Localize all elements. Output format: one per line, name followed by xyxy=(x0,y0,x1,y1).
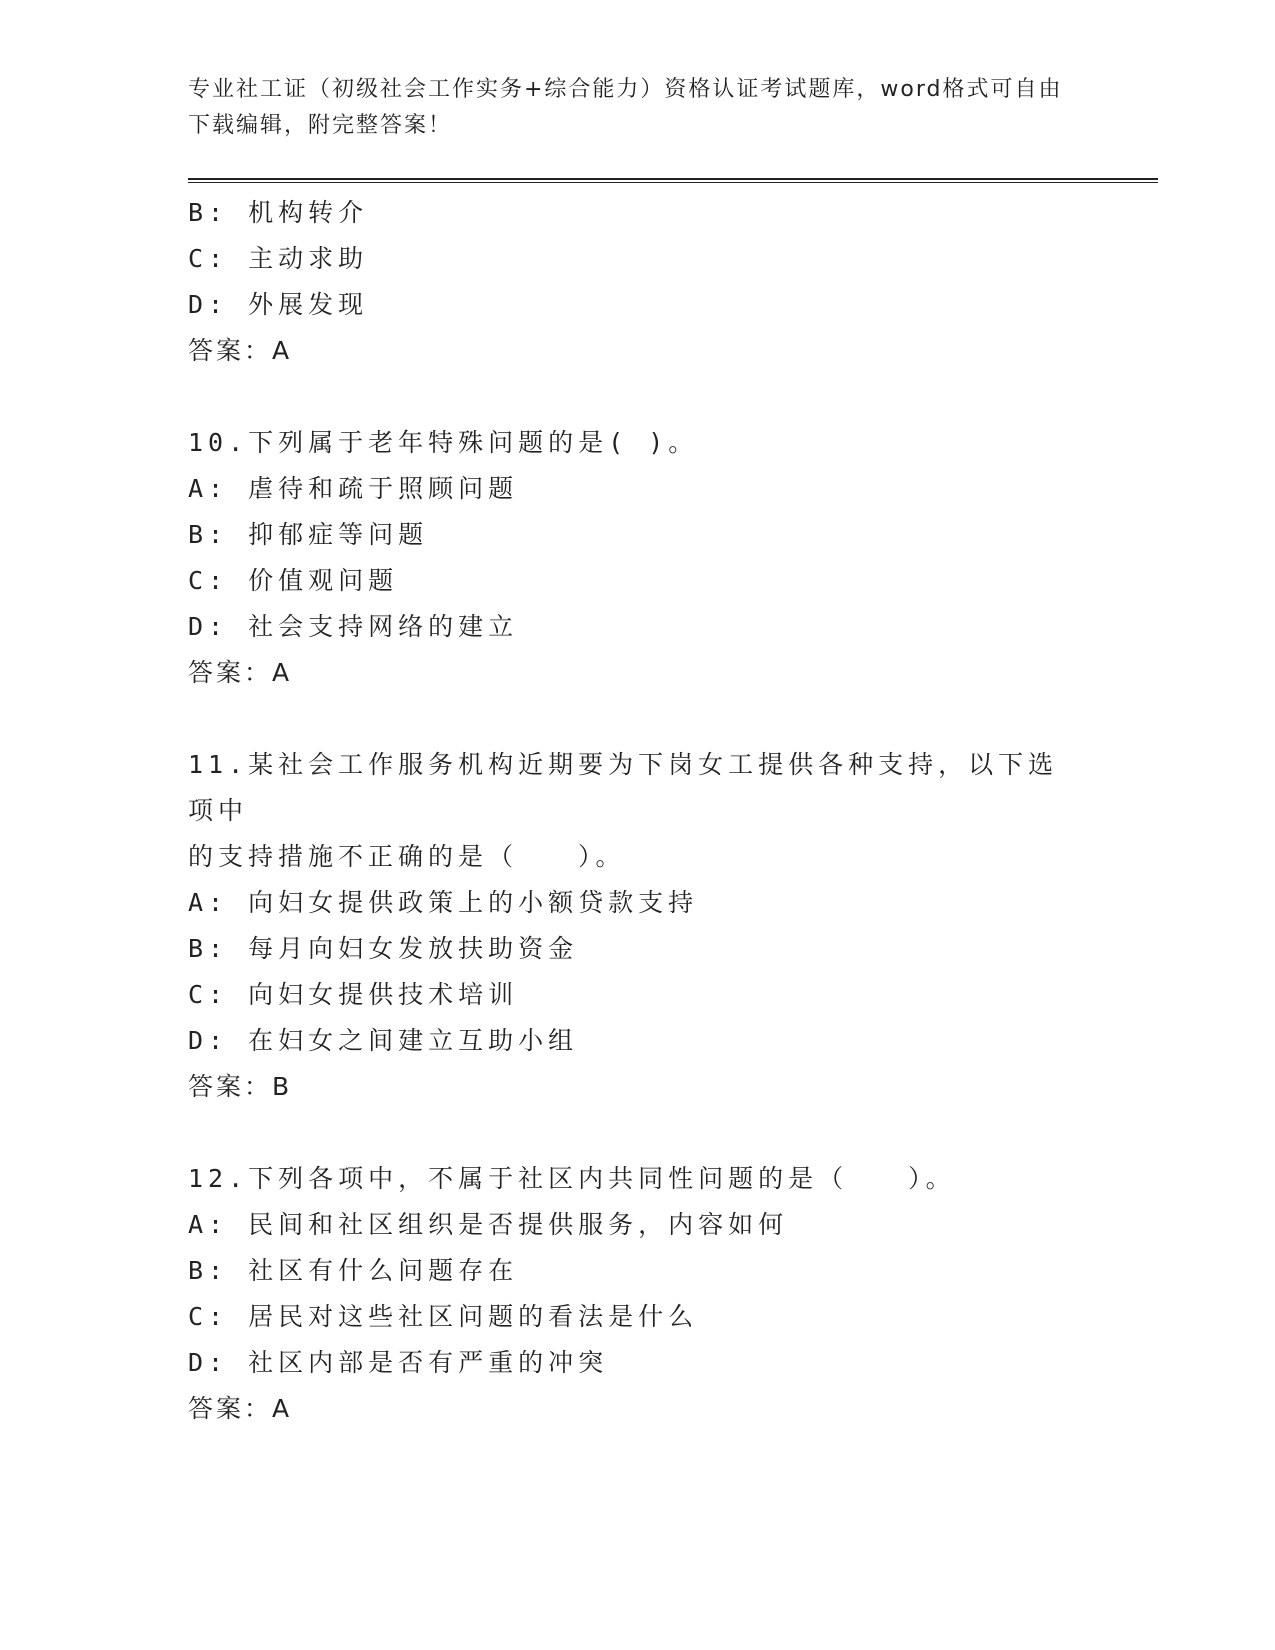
option-b: B: 抑郁症等问题 xyxy=(188,520,429,549)
option-d: D: 在妇女之间建立互助小组 xyxy=(188,1026,579,1055)
document-body xyxy=(188,190,1088,1432)
option-a: A: 向妇女提供政策上的小额贷款支持 xyxy=(188,888,699,917)
option-d: D: 社会支持网络的建立 xyxy=(188,612,519,641)
header-divider xyxy=(188,178,1158,183)
option-c: C: 居民对这些社区问题的看法是什么 xyxy=(188,1302,699,1331)
option-b: B: 每月向妇女发放扶助资金 xyxy=(188,934,579,963)
option-c: C: 主动求助 xyxy=(188,244,369,273)
option-a: A: 虐待和疏于照顾问题 xyxy=(188,474,519,503)
header-line-1: 专业社工证（初级社会工作实务+综合能力）资格认证考试题库，word格式可自由 xyxy=(188,77,1063,102)
answer-line: 答案：A xyxy=(188,1394,293,1423)
option-c: C: 价值观问题 xyxy=(188,566,399,595)
document-header xyxy=(188,72,1088,144)
question-stem-continued: 的支持措施不正确的是（ ）。 xyxy=(188,842,626,871)
answer-line: 答案：A xyxy=(188,336,293,365)
header-line-2: 下载编辑，附完整答案！ xyxy=(188,113,453,138)
spacer xyxy=(188,696,1088,742)
option-d: D: 社区内部是否有严重的冲突 xyxy=(188,1348,609,1377)
option-b: B: 社区有什么问题存在 xyxy=(188,1256,519,1285)
answer-line: 答案：A xyxy=(188,658,293,687)
question-10 xyxy=(188,420,1088,696)
question-stem: 11.某社会工作服务机构近期要为下岗女工提供各种支持，以下选项中 xyxy=(188,750,1059,825)
option-d: D: 外展发现 xyxy=(188,290,369,319)
question-stem: 12.下列各项中，不属于社区内共同性问题的是（ ）。 xyxy=(188,1164,956,1193)
spacer xyxy=(188,1110,1088,1156)
question-9-continued xyxy=(188,190,1088,374)
answer-line: 答案：B xyxy=(188,1072,293,1101)
question-11 xyxy=(188,742,1088,1110)
option-a: A: 民间和社区组织是否提供服务，内容如何 xyxy=(188,1210,789,1239)
option-c: C: 向妇女提供技术培训 xyxy=(188,980,519,1009)
option-b: B: 机构转介 xyxy=(188,198,369,227)
question-12 xyxy=(188,1156,1088,1432)
question-stem: 10.下列属于老年特殊问题的是( )。 xyxy=(188,428,699,457)
spacer xyxy=(188,374,1088,420)
